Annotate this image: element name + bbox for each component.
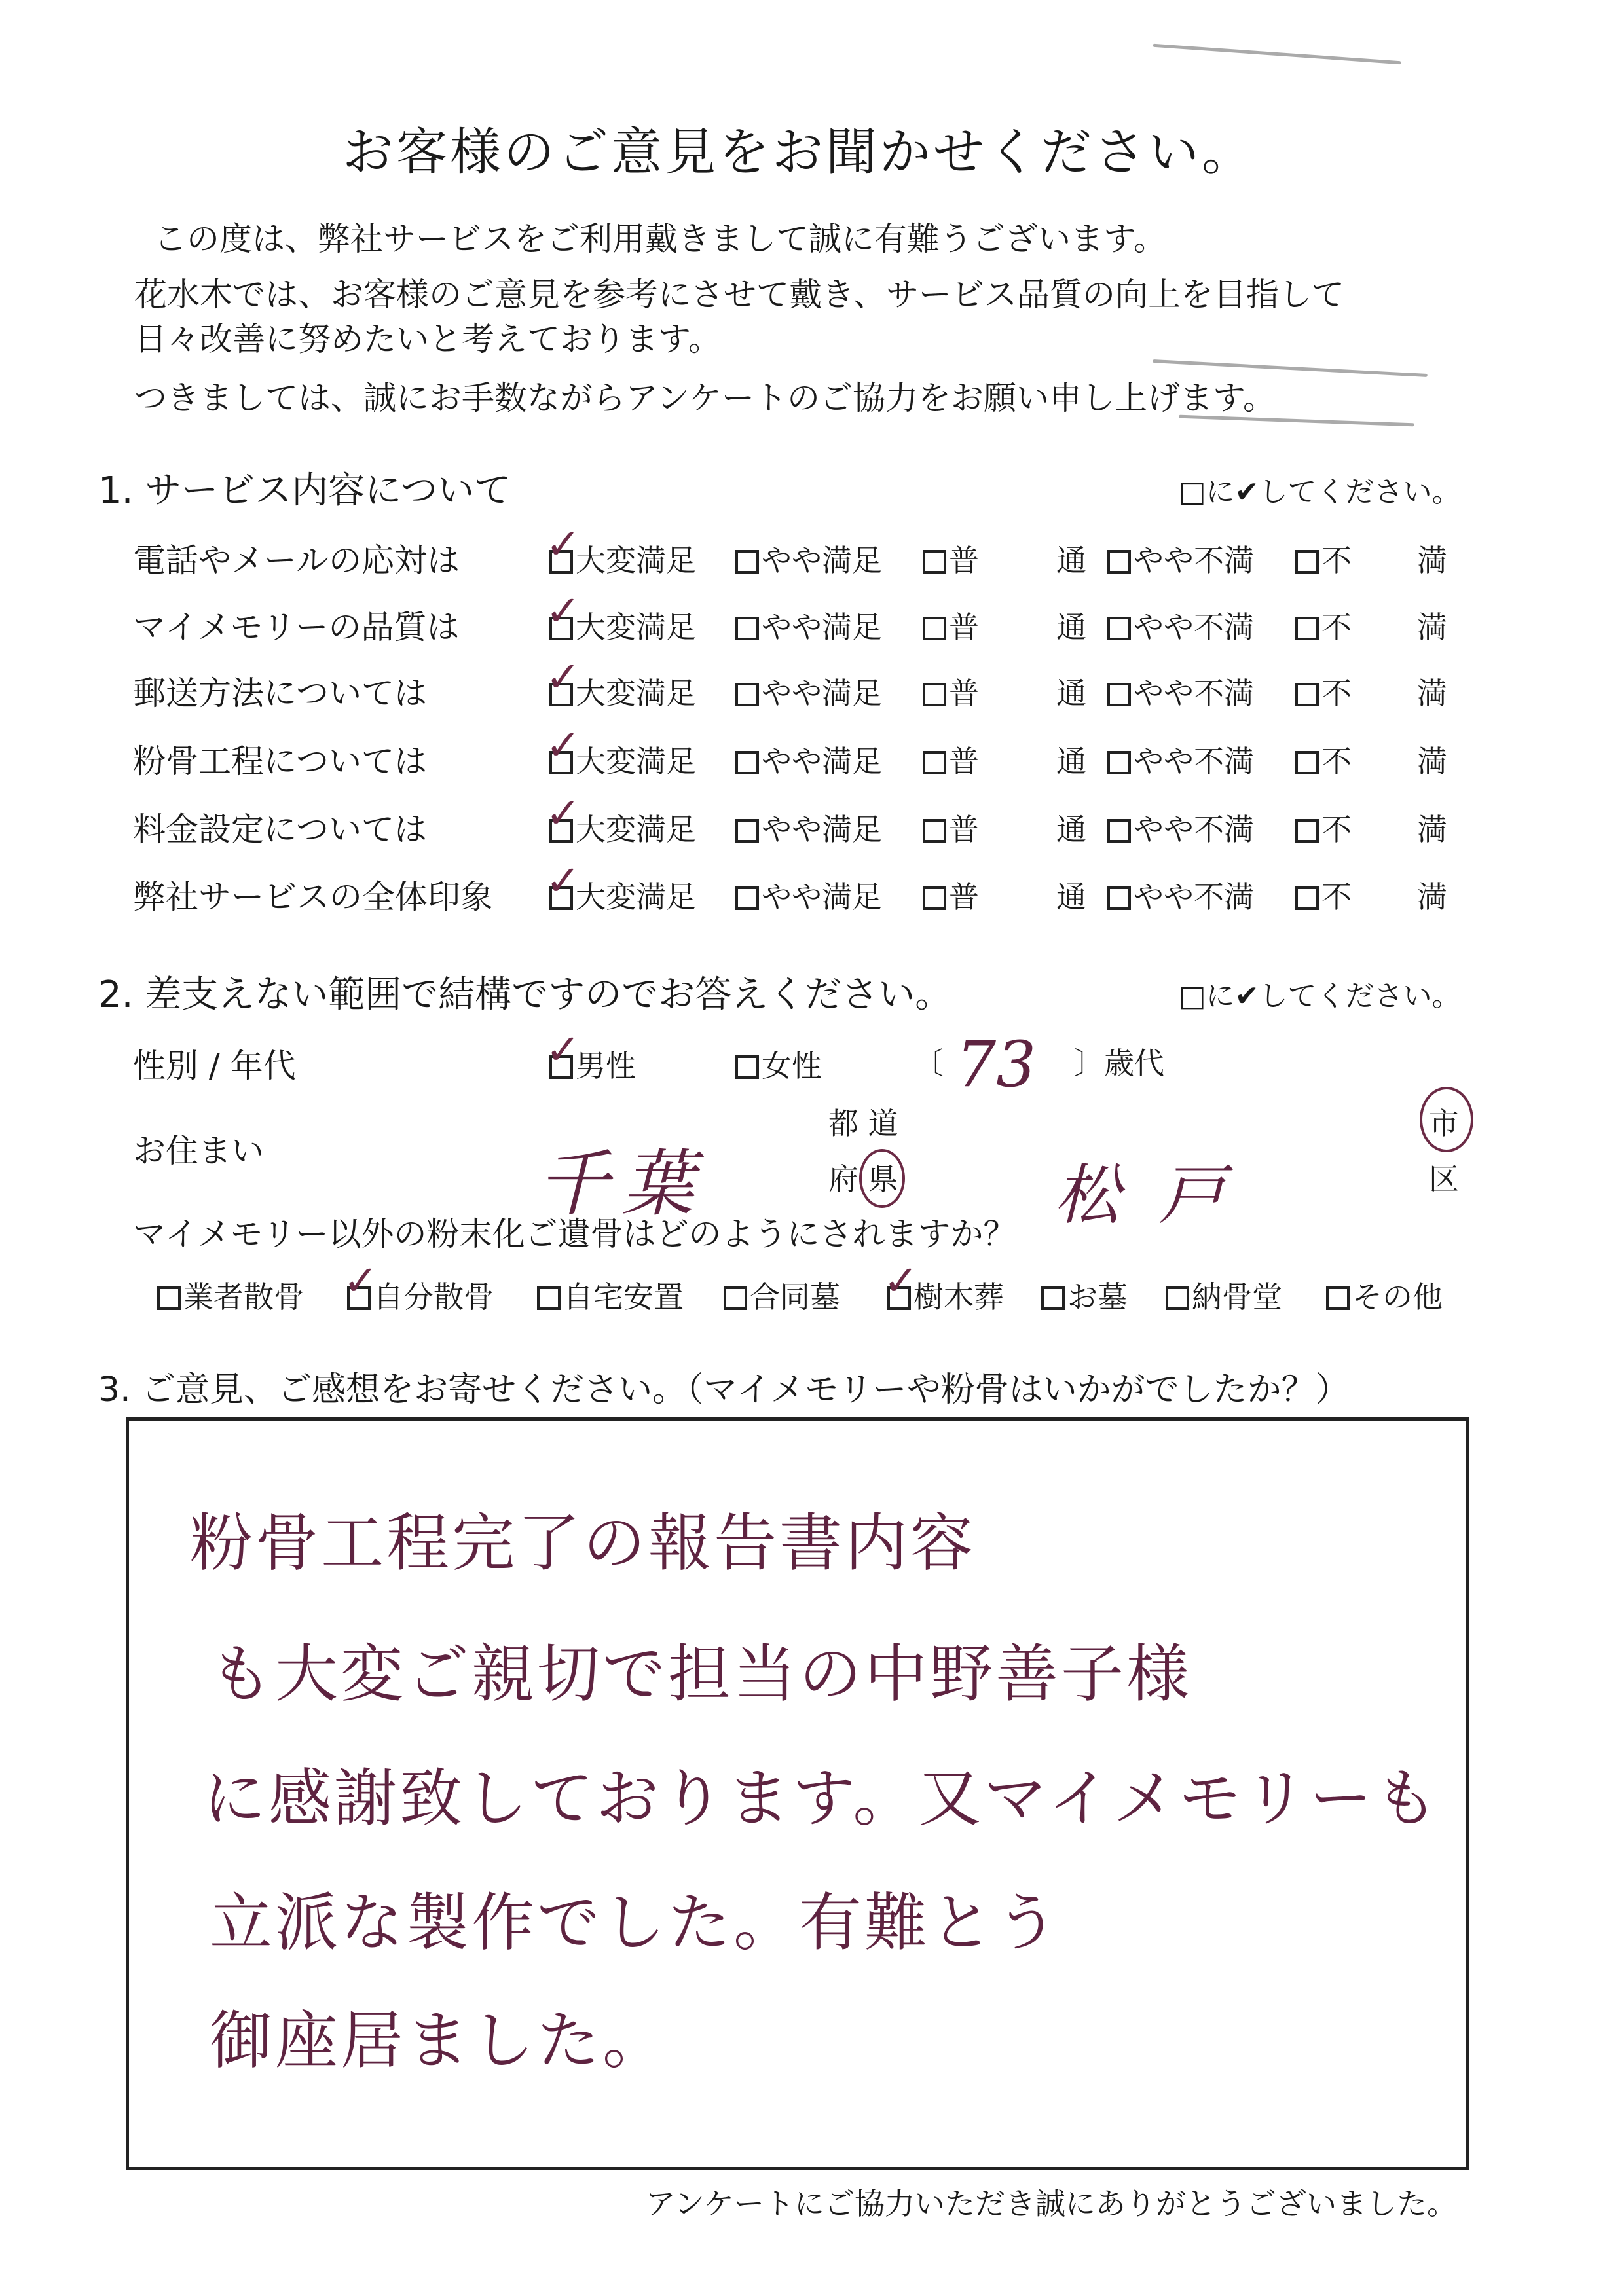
disposal-option[interactable] (537, 1273, 684, 1317)
disposal-option[interactable] (343, 1257, 494, 1317)
option-label: 大変満足 (576, 543, 696, 578)
checkbox[interactable] (1295, 550, 1319, 574)
checkbox[interactable] (735, 819, 759, 843)
rating-option[interactable] (545, 857, 696, 917)
checkbox-wrap (545, 520, 581, 578)
comment-line: に感謝致しております。又マイメモリーも (203, 1762, 1441, 1835)
check-mark-icon: ✓ (545, 790, 581, 838)
check-mark-icon: ✓ (545, 520, 581, 569)
checkbox[interactable] (1295, 617, 1319, 640)
disposal-option[interactable] (1166, 1273, 1282, 1317)
checkbox-wrap (735, 676, 762, 711)
checkbox-wrap (1295, 676, 1321, 711)
row-label: 電話やメールの応対は (133, 541, 460, 579)
page-title: お客様のご意見をお聞かせください。 (342, 123, 1255, 182)
option-label: やや不満 (1134, 744, 1254, 779)
rating-option[interactable] (1107, 738, 1254, 781)
footer-thanks: アンケートにご協力いただき誠にありがとうございました。 (645, 2186, 1457, 2221)
checkbox-wrap (735, 543, 762, 578)
checkbox[interactable] (1295, 819, 1319, 843)
option-label: 自分散骨 (373, 1279, 494, 1315)
row-label: 料金設定については (133, 811, 427, 848)
rating-option[interactable] (1295, 806, 1513, 849)
rating-option[interactable] (735, 604, 882, 647)
checkbox-wrap (157, 1279, 183, 1315)
option-label: 不満 (1321, 676, 1513, 711)
age-suffix: 〕歳代 (1074, 1046, 1164, 1081)
row-label: 弊社サービスの全体印象 (133, 878, 493, 916)
check-mark-icon: ✓ (545, 1026, 581, 1074)
rating-option[interactable] (1107, 604, 1254, 647)
city-value[interactable]: 松戸 (1054, 1157, 1264, 1233)
checkbox-wrap (883, 1257, 919, 1315)
checkbox[interactable] (1107, 819, 1131, 843)
rating-option[interactable] (1295, 873, 1513, 917)
checkbox[interactable] (1107, 886, 1131, 910)
checkbox-wrap (923, 812, 949, 847)
checkbox-wrap (923, 879, 949, 915)
checkbox[interactable] (724, 1286, 747, 1310)
checkbox[interactable] (735, 683, 759, 706)
checkbox[interactable] (1107, 683, 1131, 706)
checkbox[interactable] (1107, 617, 1131, 640)
option-label: やや不満 (1134, 543, 1254, 578)
checkbox-wrap (343, 1257, 378, 1315)
checkbox[interactable] (923, 751, 946, 774)
option-label: やや満足 (762, 610, 882, 645)
checkbox-wrap (1295, 543, 1321, 578)
prefecture-value[interactable]: 千葉 (537, 1142, 707, 1226)
option-label: 男性 (576, 1048, 636, 1084)
rating-option[interactable] (1107, 670, 1254, 713)
comment-line: 粉骨工程完了の報告書内容 (190, 1506, 976, 1580)
checkbox[interactable] (157, 1286, 181, 1310)
check-mark-icon: ✓ (343, 1257, 378, 1305)
checkbox[interactable] (735, 751, 759, 774)
rating-option[interactable] (545, 653, 696, 713)
row-label: マイメモリーの品質は (133, 608, 460, 646)
rating-option[interactable] (1107, 537, 1254, 580)
option-label: 普通 (949, 676, 1164, 711)
rating-option[interactable] (735, 738, 882, 781)
checkbox-wrap (1107, 676, 1134, 711)
checkbox-wrap (923, 610, 949, 645)
rating-option[interactable] (735, 670, 882, 713)
checkbox-wrap (545, 857, 581, 915)
intro-line: 日々改善に努めたいと考えております。 (134, 320, 721, 358)
checkbox-wrap (545, 653, 581, 711)
disposal-option[interactable] (883, 1257, 1004, 1317)
option-label: やや不満 (1134, 812, 1254, 847)
comment-line: 立派な製作でした。有難とう (210, 1886, 1061, 1959)
checkbox-wrap (545, 790, 581, 847)
gender-age-label: 性別 / 年代 (133, 1047, 296, 1085)
check-mark-icon: ✓ (545, 587, 581, 636)
age-open-bracket: 〔 (913, 1046, 944, 1081)
comment-line: も大変ご親切で担当の中野善子様 (210, 1637, 1192, 1711)
checkbox-wrap (1295, 812, 1321, 847)
gender-male-option[interactable] (545, 1026, 636, 1085)
option-label: 不満 (1321, 610, 1513, 645)
checkbox[interactable] (735, 1055, 759, 1079)
checkbox[interactable] (923, 886, 946, 910)
checkbox-wrap (735, 812, 762, 847)
checkbox-wrap (1295, 879, 1321, 915)
checkbox-wrap (1107, 879, 1134, 915)
checkbox-wrap (545, 587, 581, 645)
option-label: 大変満足 (576, 744, 696, 779)
option-label: 不満 (1321, 744, 1513, 779)
option-label: 普通 (949, 812, 1164, 847)
section2-note: □に✔してください。 (1179, 979, 1461, 1013)
option-label: 大変満足 (576, 610, 696, 645)
checkbox-wrap (1326, 1279, 1352, 1315)
checkbox-wrap (1295, 744, 1321, 779)
scan-smudge (1153, 44, 1401, 64)
option-label: 自宅安置 (563, 1279, 684, 1315)
checkbox[interactable] (1041, 1286, 1065, 1310)
checkbox[interactable] (1295, 683, 1319, 706)
section2-heading: 2. 差支えない範囲で結構ですのでお答えください。 (98, 974, 952, 1016)
checkbox-wrap (537, 1279, 563, 1315)
checkbox-wrap (1295, 610, 1321, 645)
disposal-option[interactable] (724, 1273, 840, 1317)
selection-circle (859, 1149, 905, 1208)
option-label: 大変満足 (576, 879, 696, 915)
option-label: 大変満足 (576, 812, 696, 847)
intro-line: 花水木では、お客様のご意見を参考にさせて戴き、サービス品質の向上を目指して (134, 276, 1344, 314)
rating-option[interactable] (545, 721, 696, 781)
selection-circle (1420, 1087, 1473, 1152)
checkbox-wrap (735, 879, 762, 915)
checkbox[interactable] (537, 1286, 561, 1310)
gender-female-option[interactable] (735, 1042, 822, 1085)
rating-option[interactable] (1107, 873, 1254, 917)
disposal-option[interactable] (1326, 1273, 1443, 1317)
rating-option[interactable] (545, 587, 696, 647)
disposal-option[interactable] (1041, 1273, 1128, 1317)
section1-heading: 1. サービス内容について (98, 469, 511, 512)
option-label: 不満 (1321, 879, 1513, 915)
section3-heading: 3. ご意見、ご感想をお寄せください。（マイメモリーや粉骨はいかがでしたか？） (98, 1370, 1350, 1410)
option-label: 合同墓 (750, 1279, 840, 1315)
rating-option[interactable] (735, 806, 882, 849)
checkbox[interactable] (735, 617, 759, 640)
check-mark-icon: ✓ (545, 653, 581, 702)
option-label: 大変満足 (576, 676, 696, 711)
option-label: やや不満 (1134, 676, 1254, 711)
rating-option[interactable] (545, 520, 696, 580)
option-label: お墓 (1067, 1279, 1128, 1315)
rating-option[interactable] (1295, 738, 1513, 781)
rating-option[interactable] (1295, 604, 1513, 647)
checkbox[interactable] (735, 886, 759, 910)
option-label: 普通 (949, 879, 1164, 915)
option-label: 納骨堂 (1192, 1279, 1282, 1315)
city-type-option[interactable]: 市 (1429, 1106, 1459, 1141)
option-label: 普通 (949, 610, 1164, 645)
checkbox-wrap (724, 1279, 750, 1315)
checkbox-wrap (1107, 543, 1134, 578)
checkbox-wrap (735, 610, 762, 645)
option-label: 業者散骨 (183, 1279, 304, 1315)
option-label: やや満足 (762, 744, 882, 779)
checkbox[interactable] (923, 550, 946, 574)
row-label: 郵送方法については (133, 674, 427, 712)
option-label: やや満足 (762, 543, 882, 578)
option-label: 女性 (762, 1048, 822, 1084)
disposal-option[interactable] (157, 1273, 304, 1317)
checkbox[interactable] (735, 550, 759, 574)
checkbox-wrap (923, 744, 949, 779)
comment-line: 御座居ました。 (210, 2004, 668, 2077)
intro-line: つきましては、誠にお手数ながらアンケートのご協力をお願い申し上げます。 (134, 379, 1276, 417)
checkbox-wrap (545, 721, 581, 779)
checkbox-wrap (1041, 1279, 1067, 1315)
option-label: 不満 (1321, 812, 1513, 847)
option-label: やや満足 (762, 812, 882, 847)
checkbox[interactable] (1107, 550, 1131, 574)
address-label: お住まい (133, 1132, 264, 1170)
option-label: やや不満 (1134, 610, 1254, 645)
disposal-question: マイメモリー以外の粉末化ご遺骨はどのようにされますか？ (133, 1215, 1016, 1253)
check-mark-icon: ✓ (545, 857, 581, 905)
option-label: やや満足 (762, 676, 882, 711)
checkbox[interactable] (923, 617, 946, 640)
checkbox-wrap (1107, 610, 1134, 645)
row-label: 粉骨工程については (133, 742, 427, 780)
option-label: やや不満 (1134, 879, 1254, 915)
ward-type-option[interactable]: 区 (1429, 1161, 1459, 1197)
check-mark-icon: ✓ (545, 721, 581, 770)
option-label: 普通 (949, 543, 1164, 578)
checkbox[interactable] (1107, 751, 1131, 774)
rating-option[interactable] (1107, 806, 1254, 849)
checkbox-wrap (1107, 744, 1134, 779)
checkbox[interactable] (1166, 1286, 1189, 1310)
rating-option[interactable] (1295, 537, 1513, 580)
checkbox-wrap (923, 676, 949, 711)
rating-option[interactable] (735, 537, 882, 580)
rating-option[interactable] (545, 790, 696, 849)
age-value[interactable]: 73 (956, 1028, 1037, 1101)
checkbox-wrap (923, 543, 949, 578)
checkbox[interactable] (923, 683, 946, 706)
rating-option[interactable] (735, 873, 882, 917)
section1-note: □に✔してください。 (1179, 475, 1461, 509)
prefecture-type-top: 都 道 (828, 1106, 898, 1141)
checkbox-wrap (1107, 812, 1134, 847)
checkbox[interactable] (1326, 1286, 1350, 1310)
checkbox-wrap (735, 744, 762, 779)
option-label: 不満 (1321, 543, 1513, 578)
check-mark-icon: ✓ (883, 1257, 919, 1305)
option-label: 樹木葬 (913, 1279, 1004, 1315)
option-label: その他 (1352, 1279, 1443, 1315)
option-label: やや満足 (762, 879, 882, 915)
checkbox[interactable] (1295, 886, 1319, 910)
intro-line: この度は、弊社サービスをご利用戴きまして誠に有難うございます。 (154, 220, 1166, 258)
checkbox[interactable] (1295, 751, 1319, 774)
checkbox-wrap (1166, 1279, 1192, 1315)
checkbox[interactable] (923, 819, 946, 843)
prefecture-type-bottom: 府 県 (828, 1161, 898, 1197)
option-label: 普通 (949, 744, 1164, 779)
rating-option[interactable] (1295, 670, 1513, 713)
